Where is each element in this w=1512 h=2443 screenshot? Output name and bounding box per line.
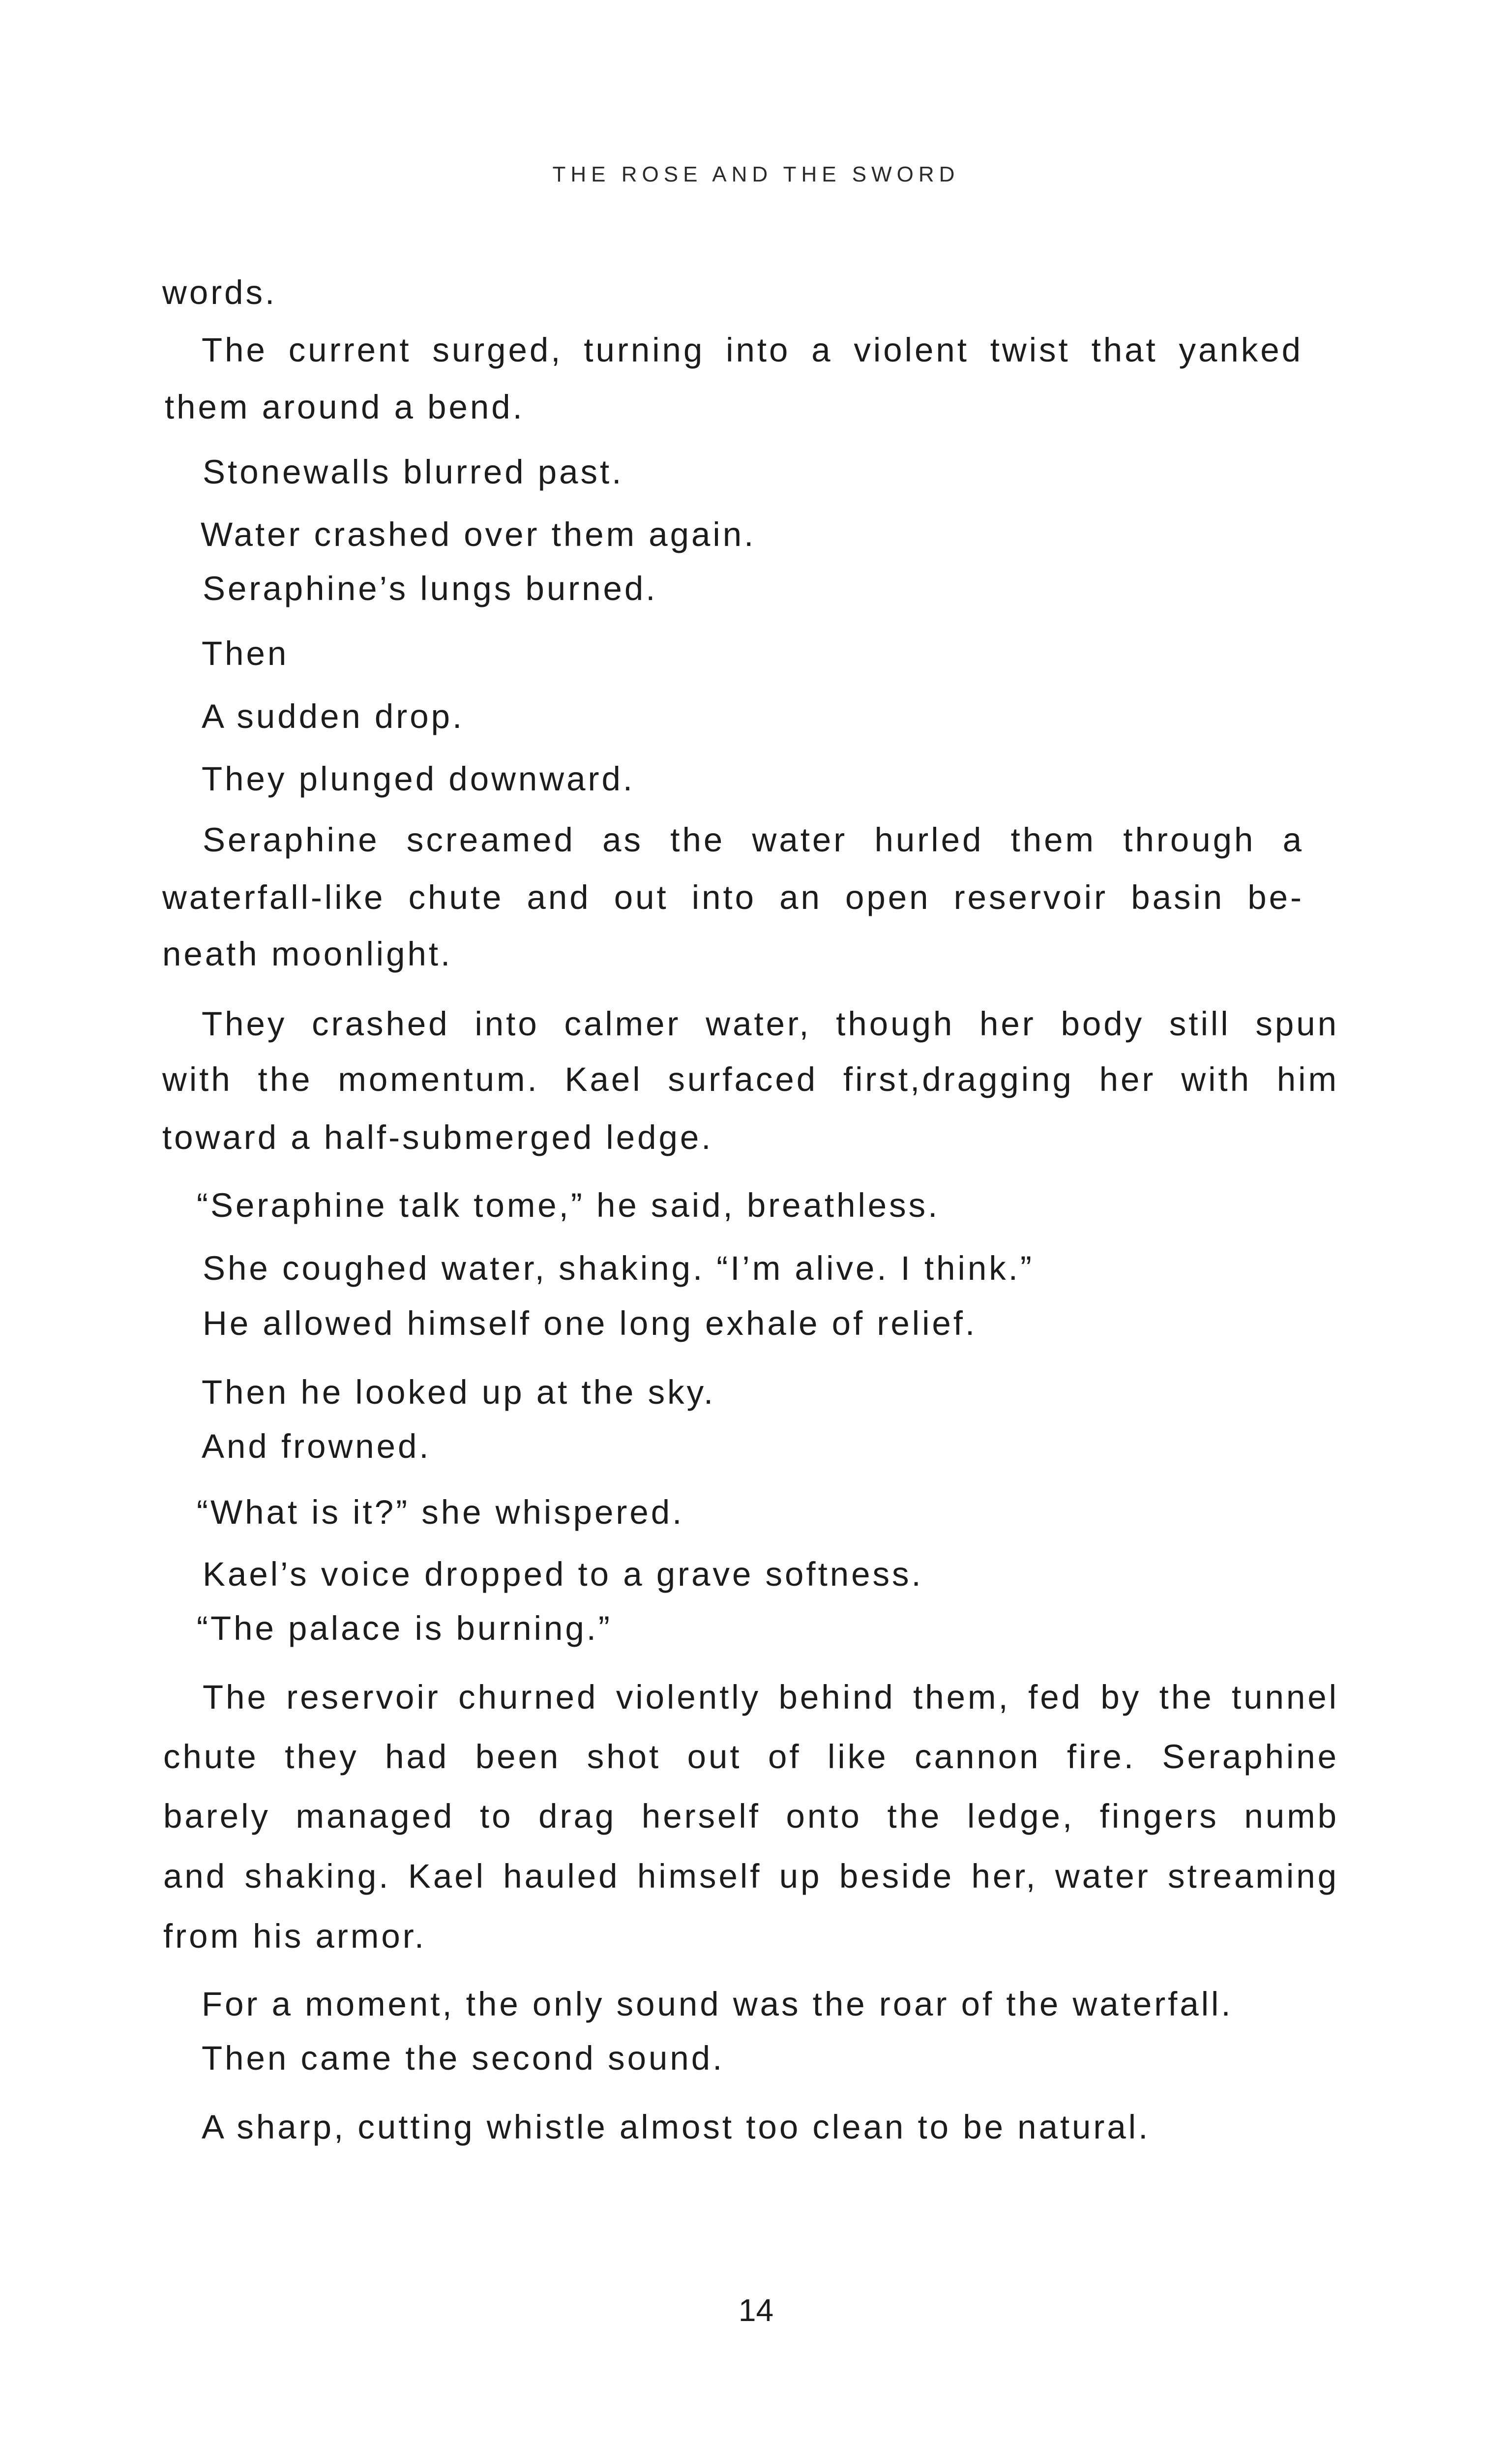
text-line: waterfall-like chute and out into an open reservoir basin be- [162, 878, 1304, 916]
text-line: “What is it?” she whispered. [197, 1493, 684, 1531]
text-line: And frowned. [202, 1427, 431, 1465]
text-line: Stonewalls blurred past. [203, 453, 624, 491]
text-line: with the momentum. Kael surfaced first,dragging her with him [162, 1060, 1339, 1098]
text-line: Then came the second sound. [202, 2039, 725, 2077]
text-line: The reservoir churned violently behind them, fed by the tunnel [203, 1678, 1339, 1716]
text-line: Seraphine screamed as the water hurled them through a [203, 821, 1304, 859]
running-head: THE ROSE AND THE SWORD [552, 162, 960, 186]
text-line: Then [202, 634, 289, 672]
text-line: Then he looked up at the sky. [202, 1373, 716, 1411]
page-number: 14 [738, 2292, 774, 2328]
text-line: “The palace is burning.” [197, 1609, 612, 1647]
text-line: Water crashed over them again. [201, 515, 756, 553]
text-line: neath moonlight. [162, 935, 453, 973]
text-line: They crashed into calmer water, though her body still spun [202, 1005, 1339, 1043]
text-line: Seraphine’s lungs burned. [203, 570, 658, 607]
text-line: from his armor. [163, 1917, 427, 1955]
text-line: toward a half-submerged ledge. [162, 1118, 713, 1156]
text-line: Kael’s voice dropped to a grave softness. [203, 1555, 923, 1593]
text-line: He allowed himself one long exhale of relief. [203, 1304, 978, 1342]
text-line: words. [162, 273, 277, 311]
text-line: For a moment, the only sound was the roar of the waterfall. [202, 1985, 1233, 2023]
text-line: chute they had been shot out of like cannon fire. Seraphine [163, 1738, 1339, 1776]
text-line: A sharp, cutting whistle almost too clean to be natural. [202, 2108, 1151, 2146]
text-line: She coughed water, shaking. “I’m alive. I think.” [203, 1249, 1034, 1287]
text-line: barely managed to drag herself onto the ledge, fingers numb [163, 1797, 1339, 1835]
text-line: They plunged downward. [202, 760, 635, 798]
text-line: “Seraphine talk tome,” he said, breathless. [197, 1186, 940, 1224]
text-line: A sudden drop. [202, 697, 465, 735]
text-line: them around a bend. [165, 388, 525, 426]
text-line: and shaking. Kael hauled himself up beside her, water streaming [163, 1857, 1339, 1895]
text-line: The current surged, turning into a violent twist that yanked [202, 331, 1303, 369]
